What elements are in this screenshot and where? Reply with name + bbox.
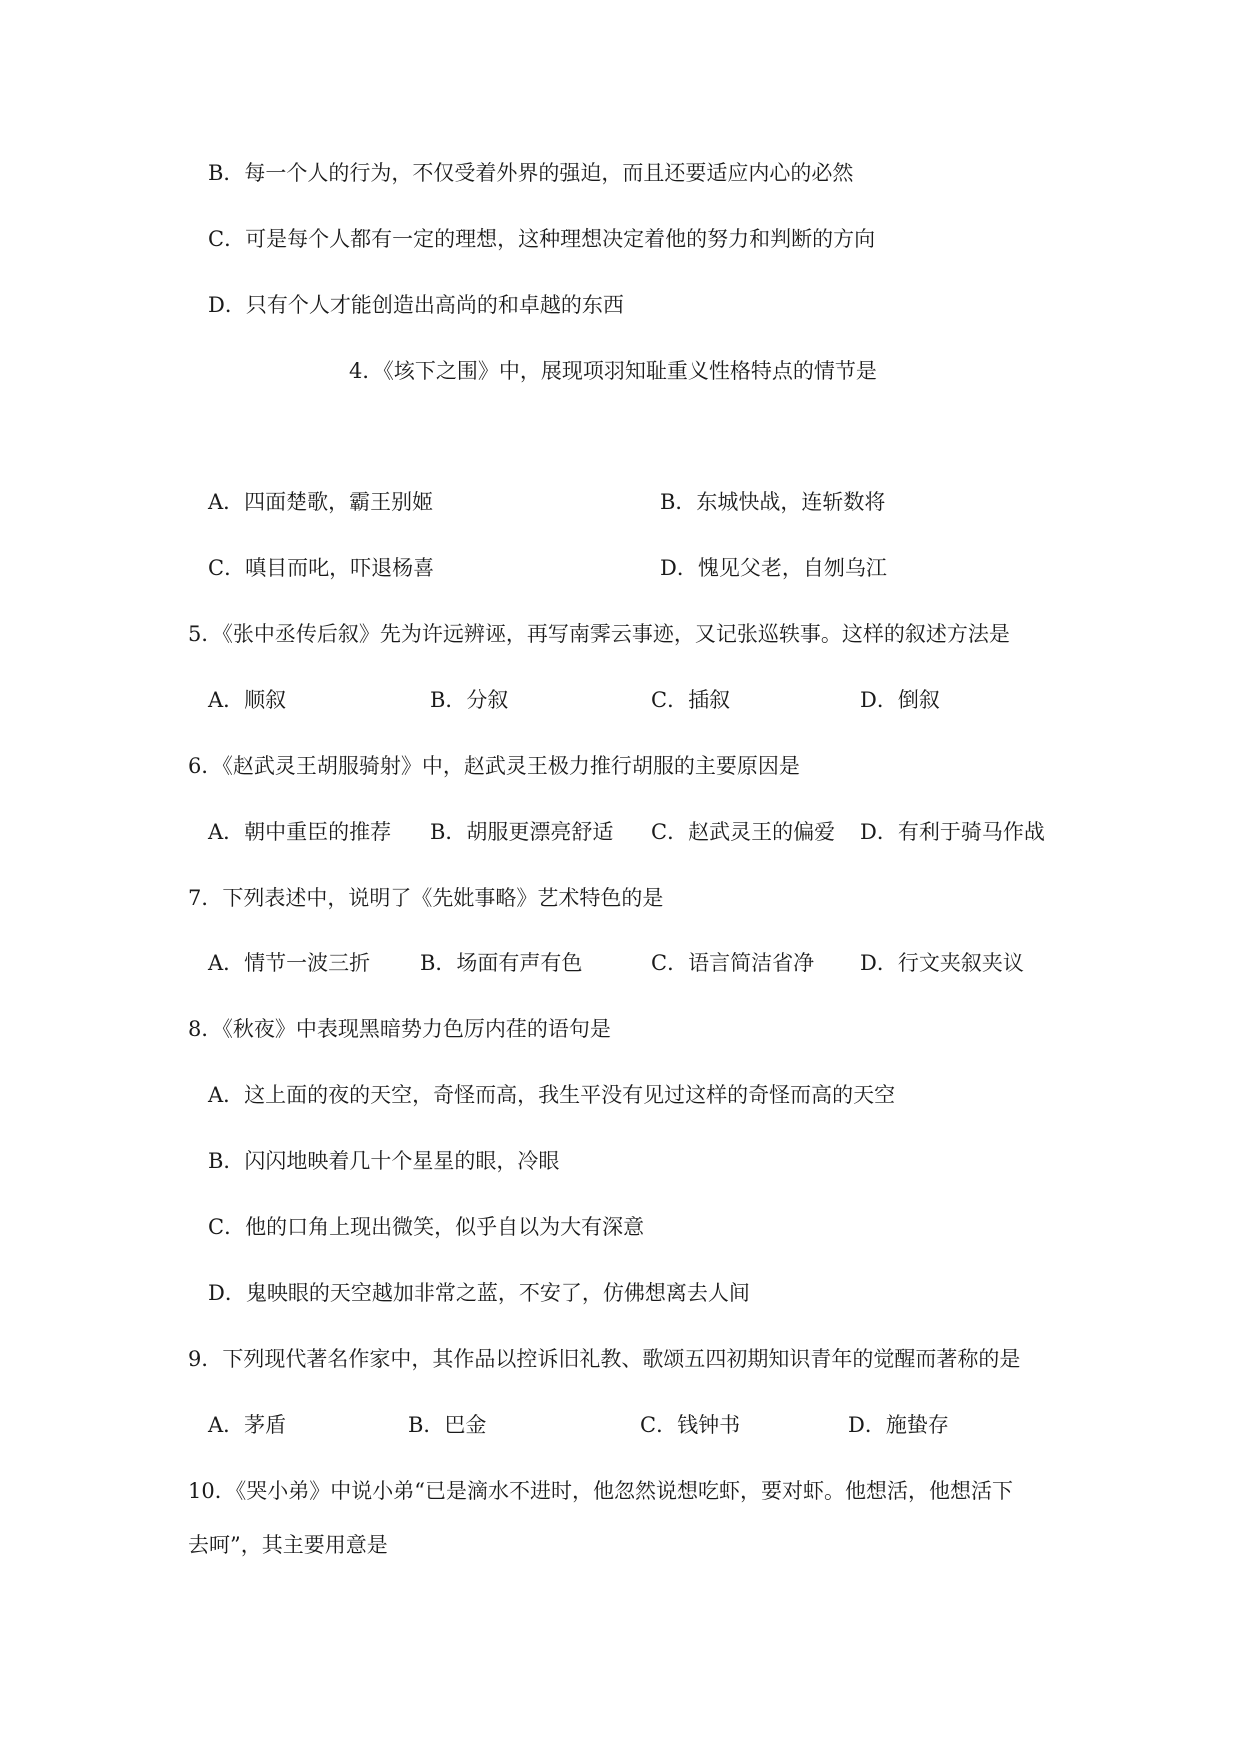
q5-option-a[interactable]: A．顺叙 [208, 688, 287, 712]
q5-option-c[interactable]: C．插叙 [651, 688, 731, 712]
q8-option-b[interactable]: B．闪闪地映着几十个星星的眼，冷眼 [208, 1149, 560, 1173]
q7-option-b[interactable]: B．场面有声有色 [420, 951, 583, 975]
q6-option-d[interactable]: D．有利于骑马作战 [860, 820, 1045, 844]
q6-option-c[interactable]: C．赵武灵王的偏爱 [651, 820, 836, 844]
q9-option-a[interactable]: A．茅盾 [208, 1413, 287, 1437]
q3-option-b[interactable]: B．每一个人的行为，不仅受着外界的强迫，而且还要适应内心的必然 [208, 161, 854, 185]
q8-option-c[interactable]: C．他的口角上现出微笑，似乎自以为大有深意 [208, 1215, 645, 1239]
q4-stem: 4．《垓下之围》中，展现项羽知耻重义性格特点的情节是 [349, 359, 877, 383]
q7-option-a[interactable]: A．情节一波三折 [208, 951, 371, 975]
q3-option-c[interactable]: C．可是每个人都有一定的理想，这种理想决定着他的努力和判断的方向 [208, 227, 876, 251]
q6-stem: 6．《赵武灵王胡服骑射》中，赵武灵王极力推行胡服的主要原因是 [188, 754, 800, 778]
q9-stem: 9．下列现代著名作家中，其作品以控诉旧礼教、歌颂五四初期知识青年的觉醒而著称的是 [188, 1347, 1021, 1371]
q3-option-d[interactable]: D．只有个人才能创造出高尚的和卓越的东西 [208, 293, 624, 317]
q5-option-d[interactable]: D．倒叙 [860, 688, 940, 712]
q7-option-d[interactable]: D．行文夹叙夹议 [860, 951, 1024, 975]
q7-stem: 7．下列表述中，说明了《先妣事略》艺术特色的是 [188, 886, 664, 910]
q5-stem: 5．《张中丞传后叙》先为许远辨诬，再写南霁云事迹，又记张巡轶事。这样的叙述方法是 [188, 622, 1010, 646]
q4-option-d[interactable]: D．愧见父老，自刎乌江 [660, 556, 887, 580]
q4-option-c[interactable]: C．嗔目而叱，吓退杨喜 [208, 556, 435, 580]
q6-option-a[interactable]: A．朝中重臣的推荐 [208, 820, 392, 844]
q9-option-c[interactable]: C．钱钟书 [640, 1413, 741, 1437]
q8-stem: 8．《秋夜》中表现黑暗势力色厉内荏的语句是 [188, 1017, 611, 1041]
q10-stem-line-2: 去呵”，其主要用意是 [188, 1533, 388, 1557]
q8-option-d[interactable]: D．鬼映眼的天空越加非常之蓝，不安了，仿佛想离去人间 [208, 1281, 750, 1305]
q4-option-b[interactable]: B．东城快战，连斩数将 [660, 490, 886, 514]
q9-option-b[interactable]: B．巴金 [408, 1413, 487, 1437]
q8-option-a[interactable]: A．这上面的夜的天空，奇怪而高，我生平没有见过这样的奇怪而高的天空 [208, 1083, 896, 1107]
q10-stem-line-1: 10．《哭小弟》中说小弟“已是滴水不进时，他忽然说想吃虾，要对虾。他想活，他想活下 [188, 1479, 1013, 1503]
q6-option-b[interactable]: B．胡服更漂亮舒适 [430, 820, 614, 844]
q5-option-b[interactable]: B．分叙 [430, 688, 509, 712]
q7-option-c[interactable]: C．语言简洁省净 [651, 951, 815, 975]
q4-option-a[interactable]: A．四面楚歌，霸王别姬 [208, 490, 434, 514]
q9-option-d[interactable]: D．施蛰存 [848, 1413, 949, 1437]
